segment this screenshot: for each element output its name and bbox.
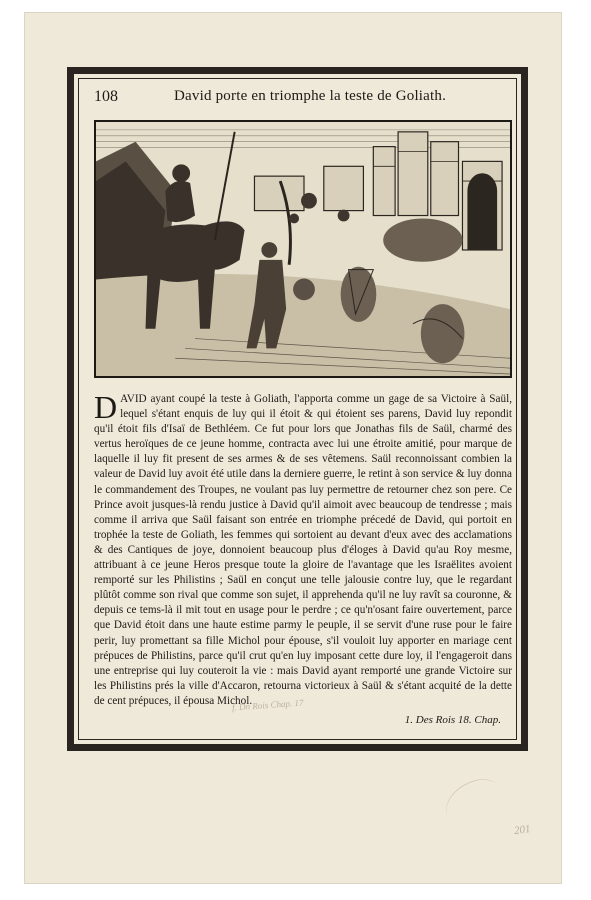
page-number: 108 xyxy=(94,88,118,105)
page-header xyxy=(94,86,514,108)
citation: 1. Des Rois 18. Chap. xyxy=(404,714,501,726)
pencil-number: 201 xyxy=(513,822,532,838)
body-text xyxy=(94,389,512,709)
running-title: David porte en triomphe la teste de Goliath. xyxy=(174,88,447,104)
pencil-note: f. Dn Rois Chap. 17 xyxy=(231,697,304,713)
ornamental-border xyxy=(67,67,528,751)
woodcut-icon xyxy=(96,122,510,376)
drop-cap: D xyxy=(94,389,118,425)
paper-stain xyxy=(438,770,510,836)
body-paragraph: AVID ayant coupé la teste à Goliath, l'apporta comme un gage de sa Victoire à Saül, lequel s'étant enquis de luy qui il étoit & qui étoient ses parens, David luy repondit qu'il étoit fils d'Isaï de Bethléem. Ce fut pour lors que Jonathas fils de Saül, charmé des vertus heroïques de ce jeune homme, contracta avec lui une étroite amitié, pour marque de laquelle il luy fit present de ses armes & de ses vêtemens. Saül reconnoissant combien la valeur de David luy avoit été utile dans la derniere guerre, le retint à son service & luy donna le commandement des Troupes, ne voulant pas luy permettre de retourner chez son pere. Ce Prince avoit jusques-là rendu justice à David qu'il aimoit avec beaucoup de tendresse ; mais comme il arriva que Saül faisant son entrée en triomphe précedé de David, qui portoit en trophée la teste de Goliath, les femmes qui sortoient au devant d'eux avec des acclamations & des Cantiques de joye, donnoient beaucoup plus d'éloges à David qu'au Roy mesme, attribuant à ce jeune Heros presque toute la gloire de l'avantage que les Israëlites avoient remporté sur les Philistins ; Saül en conçut une telle jalousie contre luy, que le regardant plûtôt comme son rival que comme son sujet, il apprehenda qu'il ne luy ravît sa couronne, & depuis ce tems-là il mit tout en usage pour le perdre ; ce qu'n'osant faire ouvertement, parce que David étoit dans une haute estime parmy le peuple, il se servit d'une ruse pour le faire perir, luy promettant sa fille Michol pour épouse, s'il vouloit luy apporter en mariage cent prépuces de Philistins, parce qu'il crut qu'en luy imposant cette dure loy, il l'engageroit dans une entreprise qui luy couteroit la vie : mais David ayant remporté une grande Victoire sur les Philistins prés la ville d'Accaron, retourna victorieux à Saül & s'étant acquité de la dette de cent prépuces, il épousa Michol. xyxy=(94,393,512,707)
woodcut-illustration xyxy=(94,120,512,378)
